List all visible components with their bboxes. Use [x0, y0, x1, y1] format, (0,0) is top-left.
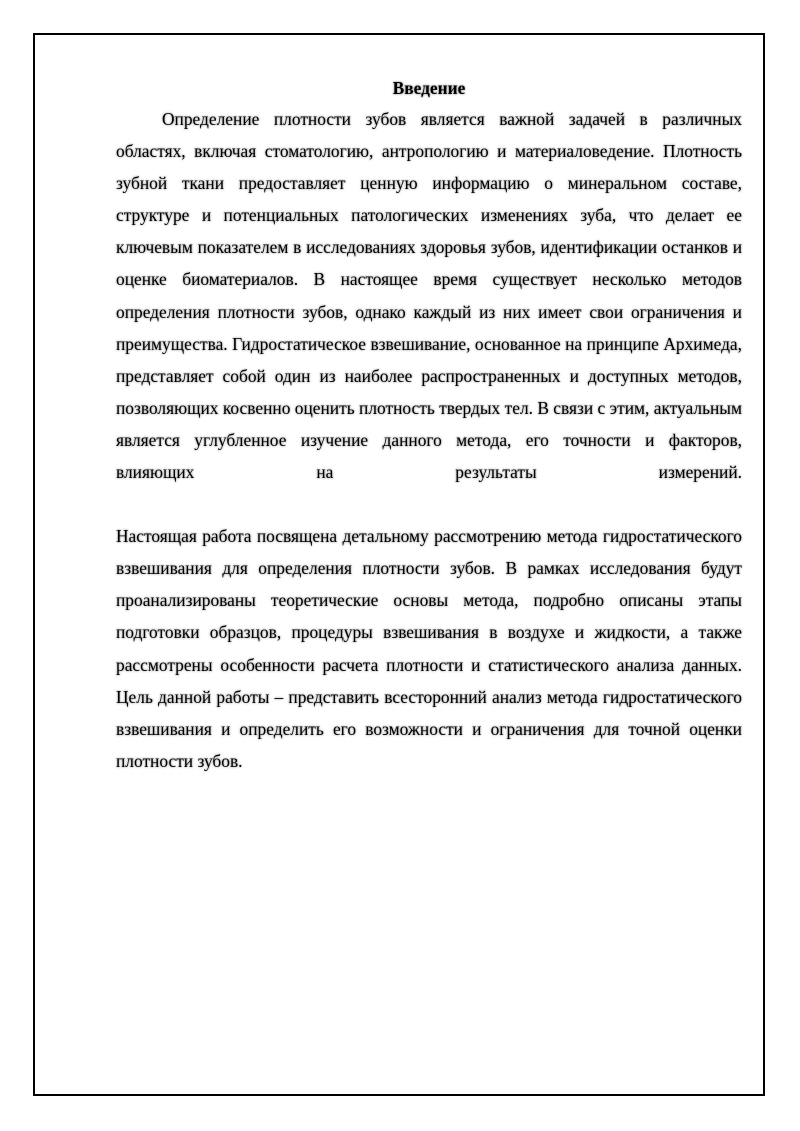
document-title: Введение — [392, 78, 466, 98]
paragraph-purpose: Настоящая работа посвящена детальному рассмотрению метода гидростатического взвешивания для определения плотности зубов. В рамках исследования будут проанализированы теоретические основы метода, подробно описаны этапы подготовки образцов, процедуры взвешивания в воздухе и жидкости, а также рассмотрены особенности расчета плотности и статистического анализа данных. Цель данной работы – представить всесторонний анализ метода гидростатического взвешивания и определить его возможности и ограничения для точной оценки плотности зубов. — [116, 526, 742, 771]
paragraph-gap — [116, 488, 742, 520]
paragraph-introduction: Определение плотности зубов является важной задачей в различных областях, включая стоматологию, антропологию и материаловедение. Плотность зубной ткани предоставляет ценную информацию о минеральном составе, структуре и потенциальных патологических изменениях зуба, что делает ее ключевым показателем в исследованиях здоровья зубов, идентификации останков и оценке биоматериалов. В настоящее время существует несколько методов определения плотности зубов, однако каждый из них имеет свои ограничения и преимущества. Гидростатическое взвешивание, основанное на принципе Архимеда, представляет собой один из наиболее распространенных и доступных методов, позволяющих косвенно оценить плотность твердых тел. В связи с этим, актуальным является углубленное изучение данного метода, его точности и факторов, влияющих на результаты измерений. — [116, 109, 742, 483]
document-body — [116, 73, 742, 777]
